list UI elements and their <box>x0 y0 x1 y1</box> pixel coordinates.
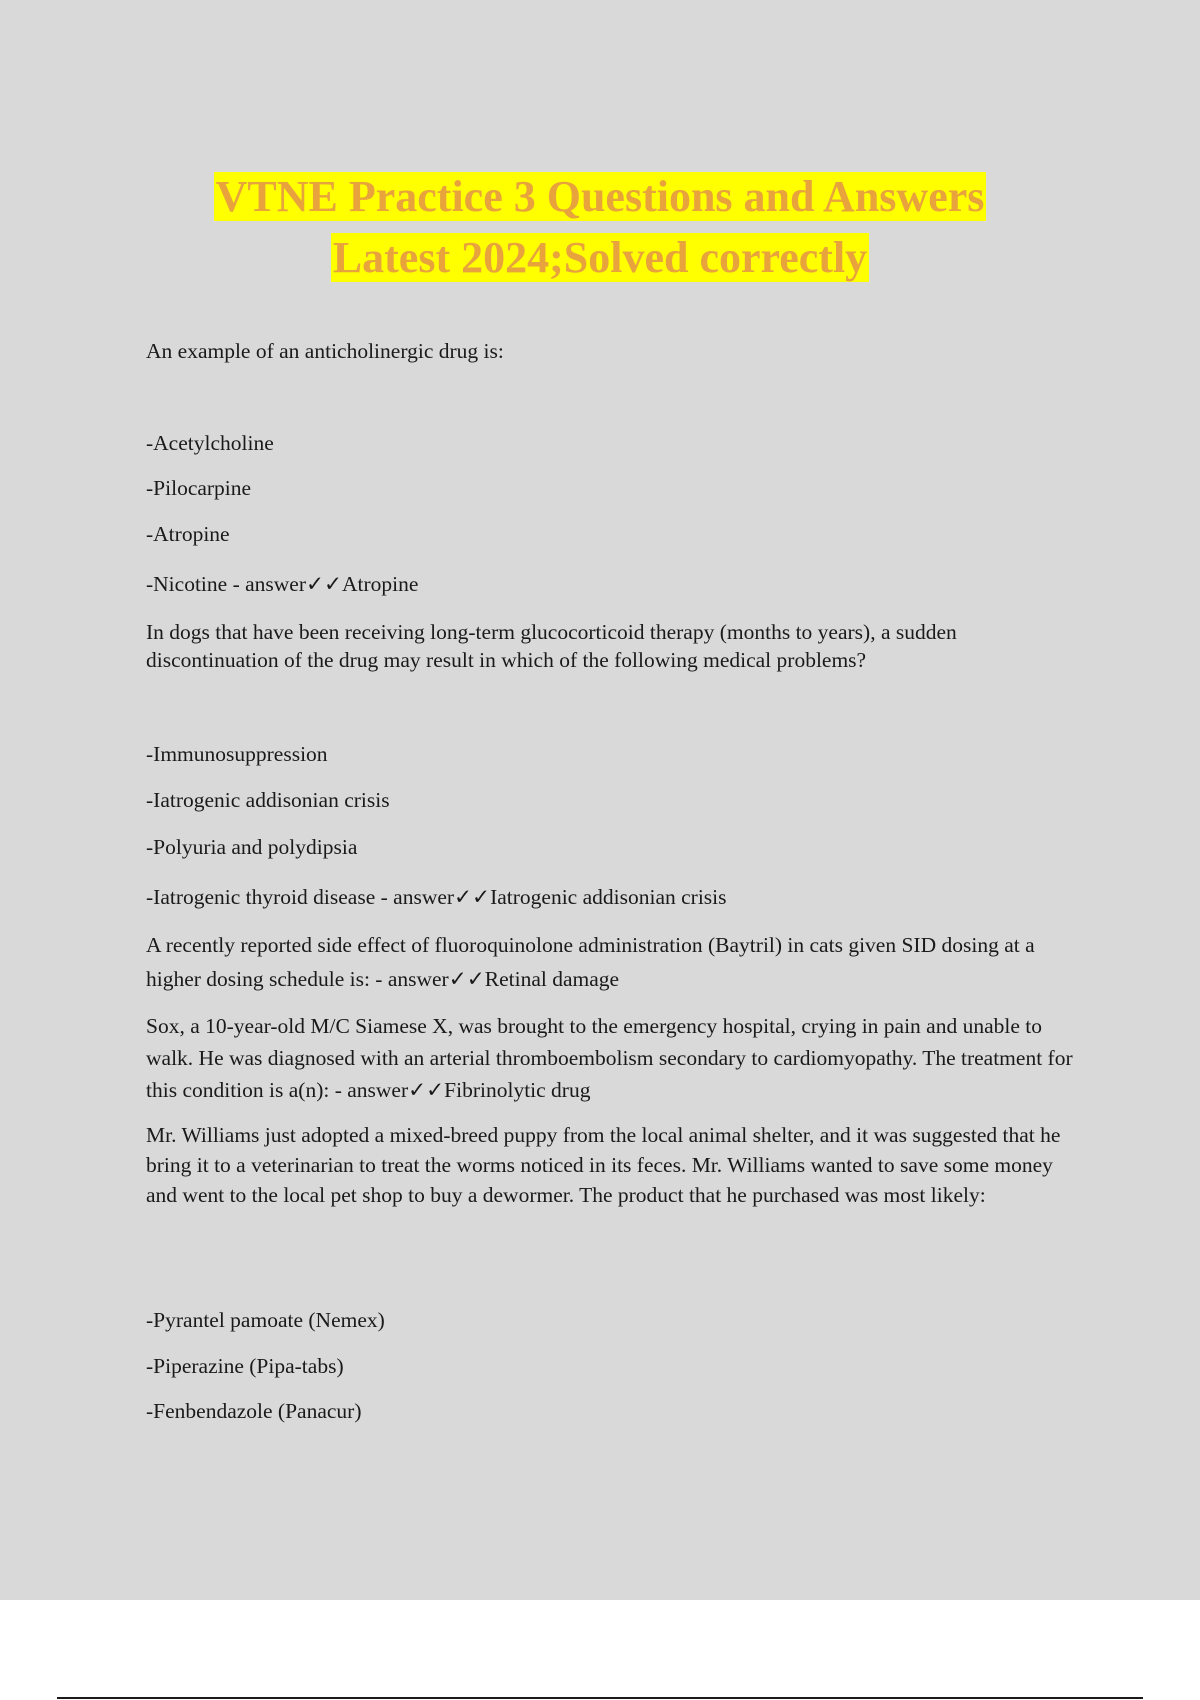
question-2-option-2: -Iatrogenic addisonian crisis <box>146 788 390 812</box>
question-1-option-1: -Acetylcholine <box>146 431 274 455</box>
next-page-divider <box>57 1697 1143 1699</box>
title-line-2: Latest 2024;Solved correctly <box>332 233 868 282</box>
question-3-text: A recently reported side effect of fluoroquinolone administration (Baytril) in cats given SID dosing at a higher dosing schedule is: - answer✓✓Retinal damage <box>146 933 1035 991</box>
question-2-option-1: -Immunosuppression <box>146 742 328 766</box>
question-1-option-4-answer: -Nicotine - answer✓✓Atropine <box>146 572 419 596</box>
question-1-option-2: -Pilocarpine <box>146 476 252 500</box>
title-line-1: VTNE Practice 3 Questions and Answers <box>215 172 985 221</box>
question-5-option-1: -Pyrantel pamoate (Nemex) <box>146 1308 385 1332</box>
question-1-text: An example of an anticholinergic drug is: <box>146 339 504 363</box>
question-5-option-2: -Piperazine (Pipa-tabs) <box>146 1354 344 1378</box>
question-5-option-3: -Fenbendazole (Panacur) <box>146 1399 362 1423</box>
question-2-option-3: -Polyuria and polydipsia <box>146 835 358 859</box>
question-4-text: Sox, a 10-year-old M/C Siamese X, was brought to the emergency hospital, crying in pain and unable to walk. He was diagnosed with an arterial thromboembolism secondary to cardiomyopathy. The treatment for this condition is a(n): - answer✓✓Fibrinolytic drug <box>146 1014 1073 1102</box>
question-2-option-4-answer: -Iatrogenic thyroid disease - answer✓✓Iatrogenic addisonian crisis <box>146 885 727 909</box>
question-2-text: In dogs that have been receiving long-term glucocorticoid therapy (months to years), a sudden discontinuation of the drug may result in which of the following medical problems? <box>146 620 957 672</box>
question-5-text: Mr. Williams just adopted a mixed-breed puppy from the local animal shelter, and it was suggested that he bring it to a veterinarian to treat the worms noticed in its feces. Mr. Williams wanted to save some money and went to the local pet shop to buy a dewormer. The product that he purchased was most likely: <box>146 1123 1061 1207</box>
question-1-option-3: -Atropine <box>146 522 230 546</box>
document-title <box>0 166 1200 288</box>
